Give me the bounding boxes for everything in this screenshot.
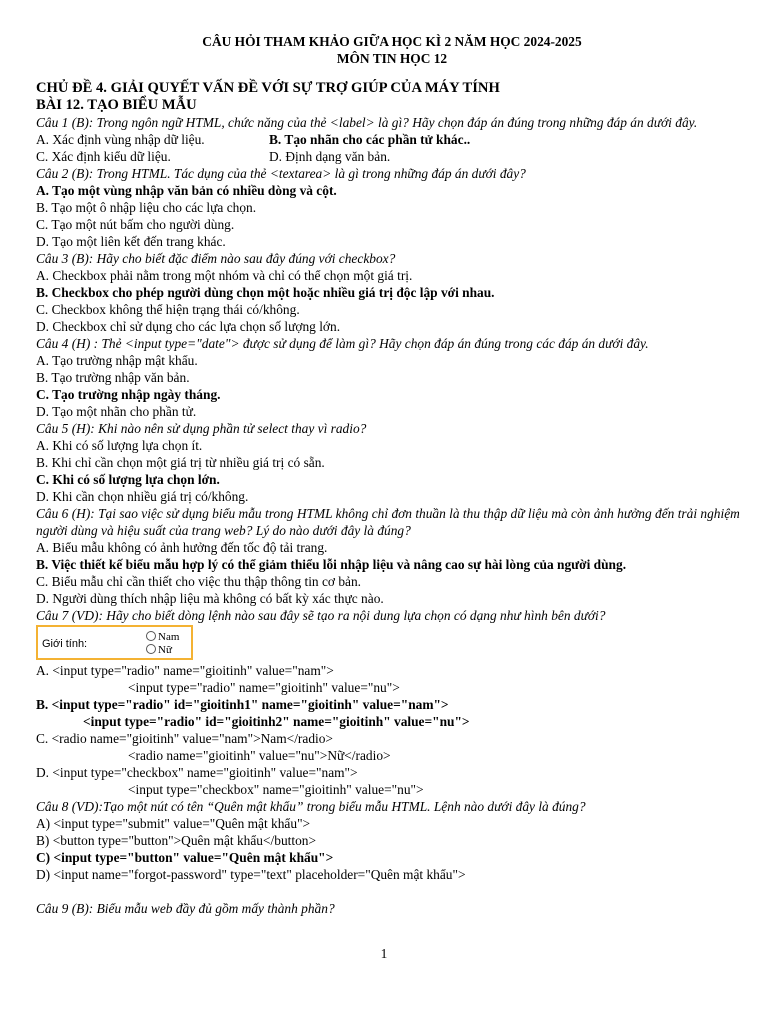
q7-option-c-line1: C. <radio name="gioitinh" value="nam">Nam</radio> [36,731,333,746]
q7-option-a-line2: <input type="radio" name="gioitinh" value="nu"> [128,680,400,695]
q1-option-d: D. Định dạng văn bản. [269,149,391,164]
q2-option-b: B. Tạo một ô nhập liệu cho các lựa chọn. [36,200,257,215]
q6-option-a: A. Biểu mẫu không có ảnh hưởng đến tốc độ tải trang. [36,540,328,555]
q6-option-b: B. Việc thiết kế biểu mẫu hợp lý có thể giảm thiểu lỗi nhập liệu và nâng cao sự hài lòng của người dùng. [36,557,627,572]
q6-option-c: C. Biểu mẫu chỉ cần thiết cho việc thu thập thông tin cơ bản. [36,574,362,589]
q1-option-c: C. Xác định kiểu dữ liệu. [36,149,171,164]
q8-option-c: C) <input type="button" value="Quên mật khẩu"> [36,850,334,865]
q7-option-b-line1: B. <input type="radio" id="gioitinh1" name="gioitinh" value="nam"> [36,697,449,712]
figure-option-nu [146,644,172,656]
q4-option-c: C. Tạo trường nhập ngày tháng. [36,387,221,402]
radio-icon [146,644,156,654]
q5-option-c: C. Khi có số lượng lựa chọn lớn. [36,472,220,487]
q1-option-a: A. Xác định vùng nhập dữ liệu. [36,132,205,147]
q3-option-b: B. Checkbox cho phép người dùng chọn một hoặc nhiều giá trị độc lập với nhau. [36,285,495,300]
radio-icon [146,631,156,641]
q4-option-d: D. Tạo một nhãn cho phần tử. [36,404,197,419]
figure-option-nam [146,631,179,643]
question-7: Câu 7 (VD): Hãy cho biết dòng lệnh nào sau đây sẽ tạo ra nội dung lựa chọn có dạng như hình bên dưới? [36,608,606,623]
figure-option-nu-label: Nữ [158,644,172,656]
q7-option-d-line1: D. <input type="checkbox" name="gioitinh" value="nam"> [36,765,358,780]
document-title: CÂU HỎI THAM KHẢO GIỮA HỌC KÌ 2 NĂM HỌC 2024-2025 [202,34,582,49]
q7-option-a-line1: A. <input type="radio" name="gioitinh" value="nam"> [36,663,334,678]
q4-option-b: B. Tạo trường nhập văn bản. [36,370,190,385]
q5-option-b: B. Khi chỉ cần chọn một giá trị từ nhiều giá trị có sẵn. [36,455,325,470]
q5-option-d: D. Khi cần chọn nhiều giá trị có/không. [36,489,249,504]
document-page [36,34,748,917]
question-5: Câu 5 (H): Khi nào nên sử dụng phần tử select thay vì radio? [36,421,367,436]
q7-option-d-line2: <input type="checkbox" name="gioitinh" value="nu"> [128,782,424,797]
q2-option-a: A. Tạo một vùng nhập văn bản có nhiều dòng và cột. [36,183,337,198]
question-9: Câu 9 (B): Biểu mẫu web đầy đủ gồm mấy thành phần? [36,901,335,916]
question-6: Câu 6 (H): Tại sao việc sử dụng biểu mẫu trong HTML không chỉ đơn thuần là thu thập dữ liệu mà còn ảnh hưởng đến trải nghiệm người dùng và hiệu suất của trang web? Lý do nào dưới đây là đúng? [36,506,740,538]
lesson-heading: BÀI 12. TẠO BIỂU MẪU [36,97,197,113]
q1-row-ab [36,131,748,148]
q3-option-d: D. Checkbox chỉ sử dụng cho các lựa chọn số lượng lớn. [36,319,341,334]
q1-option-b: B. Tạo nhãn cho các phần tử khác.. [269,132,471,147]
q2-option-c: C. Tạo một nút bấm cho người dùng. [36,217,235,232]
question-8: Câu 8 (VD):Tạo một nút có tên “Quên mật khẩu” trong biểu mẫu HTML. Lệnh nào dưới đây là đúng? [36,799,586,814]
q1-row-cd [36,148,748,165]
spacer [36,883,748,900]
q3-option-a: A. Checkbox phải nằm trong một nhóm và chỉ có thể chọn một giá trị. [36,268,413,283]
topic-heading: CHỦ ĐỀ 4. GIẢI QUYẾT VẤN ĐỀ VỚI SỰ TRỢ GIÚP CỦA MÁY TÍNH [36,80,500,96]
subject-title: MÔN TIN HỌC 12 [336,50,448,66]
question-2: Câu 2 (B): Trong HTML. Tác dụng của thẻ <textarea> là gì trong những đáp án dưới đây? [36,166,526,181]
q5-option-a: A. Khi có số lượng lựa chọn ít. [36,438,203,453]
question-4: Câu 4 (H) : Thẻ <input type="date"> được sử dụng để làm gì? Hãy chọn đáp án đúng trong các đáp án dưới đây. [36,336,649,351]
q6-option-d: D. Người dùng thích nhập liệu mà không có bất kỳ xác thực nào. [36,591,384,606]
page-number: 1 [380,946,388,961]
q8-option-a: A) <input type="submit" value="Quên mật khẩu"> [36,816,311,831]
question-3: Câu 3 (B): Hãy cho biết đặc điểm nào sau đây đúng với checkbox? [36,251,396,266]
question-1: Câu 1 (B): Trong ngôn ngữ HTML, chức năng của thẻ <label> là gì? Hãy chọn đáp án đúng trong những đáp án dưới đây. [36,115,698,130]
figure-gender-label: Giới tính: [42,638,88,650]
gender-radio-figure [36,625,193,660]
q8-option-b: B) <button type="button">Quên mật khẩu</button> [36,833,317,848]
q3-option-c: C. Checkbox không thể hiện trạng thái có/không. [36,302,300,317]
q7-option-c-line2: <radio name="gioitinh" value="nu">Nữ</radio> [128,748,391,763]
figure-option-nam-label: Nam [158,631,180,643]
q4-option-a: A. Tạo trường nhập mật khẩu. [36,353,198,368]
q7-option-b-line2: <input type="radio" id="gioitinh2" name="gioitinh" value="nu"> [83,714,470,729]
q2-option-d: D. Tạo một liên kết đến trang khác. [36,234,226,249]
q8-option-d: D) <input name="forgot-password" type="text" placeholder="Quên mật khẩu"> [36,867,466,882]
